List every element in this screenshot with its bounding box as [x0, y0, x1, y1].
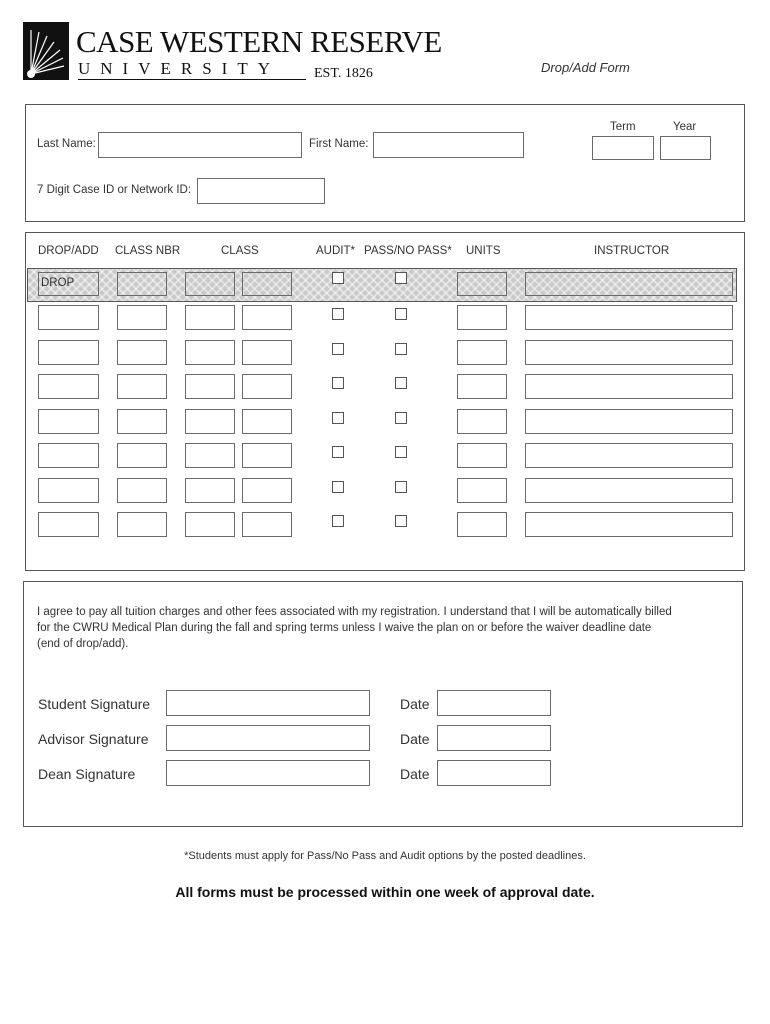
student-signature-label: Student Signature	[38, 696, 151, 712]
add-row-units-field[interactable]	[457, 478, 507, 503]
column-header-drop-add: DROP/ADD	[38, 245, 99, 257]
add-row-audit-checkbox[interactable]	[332, 377, 344, 389]
advisor-date-field[interactable]	[437, 725, 551, 751]
add-row-audit-checkbox[interactable]	[332, 481, 344, 493]
drop-row-instructor-field[interactable]	[525, 272, 733, 296]
add-row-class-nbr-field[interactable]	[117, 374, 167, 399]
advisor-signature-label: Advisor Signature	[38, 731, 149, 747]
logo-rule	[78, 79, 306, 80]
last-name-field[interactable]	[98, 132, 302, 158]
add-row-drop-add-field[interactable]	[38, 305, 99, 330]
add-row-class-number-field[interactable]	[242, 443, 292, 468]
add-row-audit-checkbox[interactable]	[332, 515, 344, 527]
last-name-label: Last Name:	[37, 138, 96, 150]
add-row-instructor-field[interactable]	[525, 340, 733, 365]
advisor-signature-field[interactable]	[166, 725, 370, 751]
established-year: EST. 1826	[314, 66, 373, 81]
add-row-class-subject-field[interactable]	[185, 305, 235, 330]
add-row-pass-no-pass-checkbox[interactable]	[395, 412, 407, 424]
add-row-class-nbr-field[interactable]	[117, 478, 167, 503]
student-info-panel	[25, 104, 745, 222]
column-header-units: UNITS	[466, 245, 501, 257]
student-signature-field[interactable]	[166, 690, 370, 716]
term-field[interactable]	[592, 136, 654, 160]
column-header-class-nbr: CLASS NBR	[115, 245, 181, 257]
add-row-drop-add-field[interactable]	[38, 374, 99, 399]
add-row-class-number-field[interactable]	[242, 478, 292, 503]
drop-row-units-field[interactable]	[457, 272, 507, 296]
year-label: Year	[673, 121, 697, 133]
add-row-class-number-field[interactable]	[242, 409, 292, 434]
form-title: Drop/Add Form	[541, 60, 630, 75]
add-row-class-nbr-field[interactable]	[117, 443, 167, 468]
add-row-pass-no-pass-checkbox[interactable]	[395, 377, 407, 389]
add-row-drop-add-field[interactable]	[38, 409, 99, 434]
add-row-units-field[interactable]	[457, 374, 507, 399]
column-header-pass-no-pass: PASS/NO PASS*	[364, 245, 452, 257]
add-row-class-number-field[interactable]	[242, 374, 292, 399]
add-row-audit-checkbox[interactable]	[332, 308, 344, 320]
year-field[interactable]	[660, 136, 711, 160]
dean-date-label: Date	[400, 766, 430, 782]
add-row-class-subject-field[interactable]	[185, 443, 235, 468]
add-row-class-subject-field[interactable]	[185, 409, 235, 434]
student-date-label: Date	[400, 696, 430, 712]
add-row-drop-add-field[interactable]	[38, 478, 99, 503]
drop-row-pass-no-pass-checkbox[interactable]	[395, 272, 407, 284]
advisor-date-label: Date	[400, 731, 430, 747]
column-header-audit: AUDIT*	[316, 245, 355, 257]
drop-row-class-nbr-field[interactable]	[117, 272, 167, 296]
case-id-field[interactable]	[197, 178, 325, 204]
add-row-class-nbr-field[interactable]	[117, 340, 167, 365]
add-row-pass-no-pass-checkbox[interactable]	[395, 481, 407, 493]
add-row-class-nbr-field[interactable]	[117, 409, 167, 434]
add-row-units-field[interactable]	[457, 409, 507, 434]
add-row-units-field[interactable]	[457, 340, 507, 365]
add-row-class-subject-field[interactable]	[185, 478, 235, 503]
column-header-class: CLASS	[221, 245, 259, 257]
agreement-text: I agree to pay all tuition charges and other fees associated with my registration. I understand that I will be automatically billed for the CWRU Medical Plan during the fall and spring terms unless I waive the plan on or before the waiver deadline date (end of drop/add).	[37, 606, 672, 650]
column-header-instructor: INSTRUCTOR	[594, 245, 670, 257]
add-row-units-field[interactable]	[457, 305, 507, 330]
add-row-audit-checkbox[interactable]	[332, 446, 344, 458]
university-seal-logo	[23, 22, 69, 80]
add-row-class-number-field[interactable]	[242, 305, 292, 330]
drop-row-drop-add-field[interactable]	[38, 272, 99, 296]
add-row-units-field[interactable]	[457, 512, 507, 537]
add-row-instructor-field[interactable]	[525, 305, 733, 330]
drop-row-class-subject-field[interactable]	[185, 272, 235, 296]
add-row-instructor-field[interactable]	[525, 443, 733, 468]
deadline-footnote: *Students must apply for Pass/No Pass and Audit options by the posted deadlines.	[184, 850, 586, 862]
add-row-class-subject-field[interactable]	[185, 340, 235, 365]
add-row-instructor-field[interactable]	[525, 478, 733, 503]
case-id-label: 7 Digit Case ID or Network ID:	[37, 184, 192, 196]
add-row-pass-no-pass-checkbox[interactable]	[395, 343, 407, 355]
dean-signature-field[interactable]	[166, 760, 370, 786]
drop-row-class-number-field[interactable]	[242, 272, 292, 296]
add-row-audit-checkbox[interactable]	[332, 343, 344, 355]
add-row-pass-no-pass-checkbox[interactable]	[395, 515, 407, 527]
add-row-class-number-field[interactable]	[242, 340, 292, 365]
add-row-class-subject-field[interactable]	[185, 374, 235, 399]
university-subtitle: UNIVERSITY	[78, 59, 280, 78]
drop-row-audit-checkbox[interactable]	[332, 272, 344, 284]
add-row-instructor-field[interactable]	[525, 409, 733, 434]
term-label: Term	[610, 121, 636, 133]
add-row-pass-no-pass-checkbox[interactable]	[395, 446, 407, 458]
drop-row-drop-add-value: DROP	[41, 277, 75, 289]
add-row-drop-add-field[interactable]	[38, 512, 99, 537]
add-row-drop-add-field[interactable]	[38, 340, 99, 365]
add-row-class-nbr-field[interactable]	[117, 512, 167, 537]
add-row-instructor-field[interactable]	[525, 512, 733, 537]
add-row-class-number-field[interactable]	[242, 512, 292, 537]
first-name-label: First Name:	[309, 138, 369, 150]
add-row-class-nbr-field[interactable]	[117, 305, 167, 330]
university-name: CASE WESTERN RESERVE	[76, 24, 442, 59]
add-row-audit-checkbox[interactable]	[332, 412, 344, 424]
add-row-instructor-field[interactable]	[525, 374, 733, 399]
add-row-units-field[interactable]	[457, 443, 507, 468]
dean-signature-label: Dean Signature	[38, 766, 136, 782]
add-row-pass-no-pass-checkbox[interactable]	[395, 308, 407, 320]
processing-notice: All forms must be processed within one week of approval date.	[175, 884, 595, 900]
add-row-drop-add-field[interactable]	[38, 443, 99, 468]
add-row-class-subject-field[interactable]	[185, 512, 235, 537]
first-name-field[interactable]	[373, 132, 524, 158]
student-date-field[interactable]	[437, 690, 551, 716]
dean-date-field[interactable]	[437, 760, 551, 786]
